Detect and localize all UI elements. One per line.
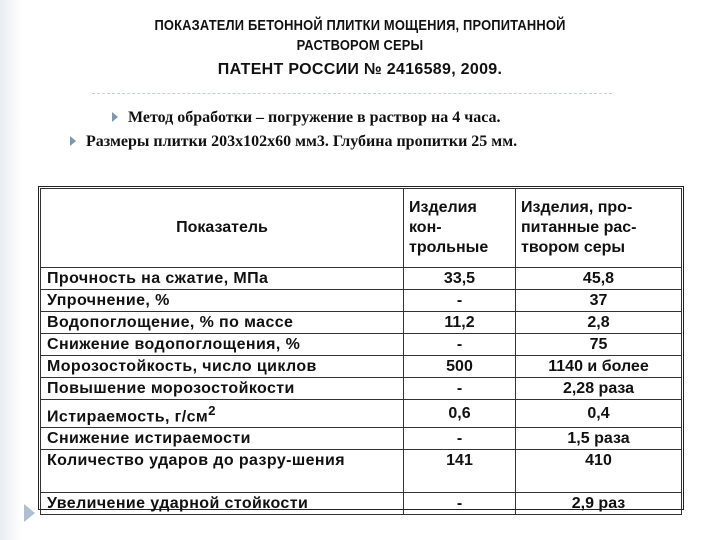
row-treated-value: 2,28 раза <box>516 378 682 400</box>
slide-corner-arrow-icon <box>24 504 35 522</box>
row-name: Снижение истираемости <box>41 428 404 450</box>
header-treated-text: Изделия, про-питанные рас-твором серы <box>521 199 637 256</box>
row-control-value: - <box>404 290 516 312</box>
header-control-text: Изделия кон-трольные <box>409 199 489 256</box>
row-control-value: - <box>404 378 516 400</box>
row-control-value: 33,5 <box>404 268 516 290</box>
header-control <box>404 189 516 268</box>
table-row <box>41 428 682 450</box>
triangle-bullet-icon <box>112 112 118 122</box>
header-treated <box>516 189 682 268</box>
table-row <box>41 268 682 290</box>
row-control-value: 0,6 <box>404 400 516 428</box>
row-control-value: - <box>404 334 516 356</box>
row-name: Повышение морозостойкости <box>41 378 404 400</box>
table-row <box>41 450 682 493</box>
row-control-value: 141 <box>404 450 516 493</box>
bullet-dimensions <box>70 132 517 152</box>
properties-table <box>40 188 682 515</box>
row-treated-value: 1,5 раза <box>516 428 682 450</box>
title-line-1: ПОКАЗАТЕЛИ БЕТОННОЙ ПЛИТКИ МОЩЕНИЯ, ПРОПИТАННОЙ <box>154 17 566 34</box>
row-treated-value: 0,4 <box>516 400 682 428</box>
table-row <box>41 378 682 400</box>
triangle-bullet-icon <box>70 136 76 146</box>
row-control-value: 500 <box>404 356 516 378</box>
row-control-value: 11,2 <box>404 312 516 334</box>
row-treated-value: 410 <box>516 450 682 493</box>
row-name: Увеличение ударной стойкости <box>41 493 404 515</box>
row-name: Прочность на сжатие, МПа <box>41 268 404 290</box>
row-control-value: - <box>404 428 516 450</box>
row-name: Морозостойкость, число циклов <box>41 356 404 378</box>
table-row <box>41 400 682 428</box>
row-treated-value: 1140 и более <box>516 356 682 378</box>
row-treated-value: 37 <box>516 290 682 312</box>
title-line-2: РАСТВОРОМ СЕРЫ <box>296 37 424 54</box>
superscript: 2 <box>208 403 216 418</box>
bullet-method <box>112 108 501 128</box>
row-name: Снижение водопоглощения, % <box>41 334 404 356</box>
table-header-row <box>41 189 682 268</box>
table-row <box>41 290 682 312</box>
title-line-3: ПАТЕНТ РОССИИ № 2416589, 2009. <box>217 61 503 78</box>
header-indicator: Показатель <box>41 189 404 268</box>
table-row <box>41 312 682 334</box>
slide-title <box>0 16 720 80</box>
table-row <box>41 493 682 515</box>
row-name-text: Истираемость, г/см <box>47 408 209 426</box>
row-name <box>41 400 404 428</box>
slide-left-gradient <box>0 0 22 540</box>
row-treated-value: 45,8 <box>516 268 682 290</box>
row-name: Количество ударов до разру-шения <box>41 450 404 493</box>
table-row <box>41 356 682 378</box>
row-name: Водопоглощение, % по массе <box>41 312 404 334</box>
row-treated-value: 75 <box>516 334 682 356</box>
row-name: Упрочнение, % <box>41 290 404 312</box>
table-row <box>41 334 682 356</box>
bullet-text: Метод обработки – погружение в раствор на 4 часа. <box>128 109 501 126</box>
row-control-value: - <box>404 493 516 515</box>
row-treated-value: 2,8 <box>516 312 682 334</box>
row-treated-value: 2,9 раз <box>516 493 682 515</box>
bullet-text: Размеры плитки 203х102х60 мм3. Глубина пропитки 25 мм. <box>86 133 518 150</box>
title-divider <box>92 93 612 94</box>
